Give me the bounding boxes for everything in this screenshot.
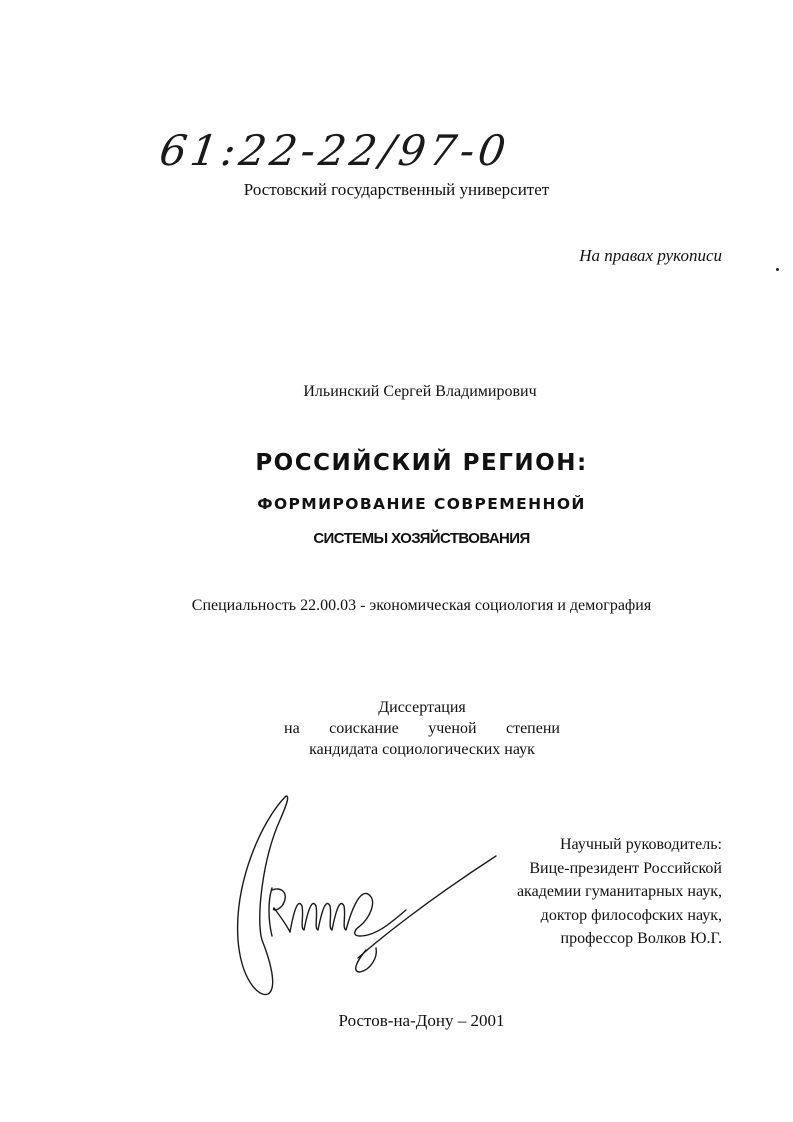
supervisor-line: Научный руководитель: [559, 836, 722, 853]
title-subtitle-line2: СИСТЕМЫ ХОЗЯЙСТВОВАНИЯ [313, 530, 530, 547]
supervisor-line: Вице-президент Российской [529, 859, 722, 877]
dissertation-word: степени [505, 720, 560, 737]
dissertation-block [284, 697, 560, 760]
supervisor-line: профессор Волков Ю.Г. [560, 930, 722, 947]
dissertation-degree: кандидата социологических наук [309, 741, 535, 758]
scan-speck [776, 268, 779, 271]
title-subtitle-line1: ФОРМИРОВАНИЕ СОВРЕМЕННОЙ [257, 495, 586, 513]
dissertation-word: на [284, 720, 300, 737]
archive-code-handwritten: 61:22-22/97-0 [156, 126, 513, 175]
supervisor-line: доктор философских наук, [540, 906, 722, 924]
university-name: Ростовский государственный университет [243, 180, 550, 199]
dissertation-purpose-line [284, 718, 560, 739]
supervisor-line: академии гуманитарных наук, [516, 883, 722, 900]
supervisor-block [430, 833, 722, 951]
dissertation-heading: Диссертация [378, 699, 466, 716]
author-name: Ильинский Сергей Владимирович [303, 383, 537, 400]
specialty-line: Специальность 22.00.03 - экономическая социология и демография [191, 597, 652, 614]
dissertation-word: ученой [428, 720, 477, 737]
dissertation-word: соискание [329, 720, 399, 737]
city-and-year: Ростов-на-Дону – 2001 [338, 1011, 505, 1030]
title-main: РОССИЙСКИЙ РЕГИОН: [255, 450, 588, 476]
manuscript-rights-note: На правах рукописи [579, 246, 722, 265]
